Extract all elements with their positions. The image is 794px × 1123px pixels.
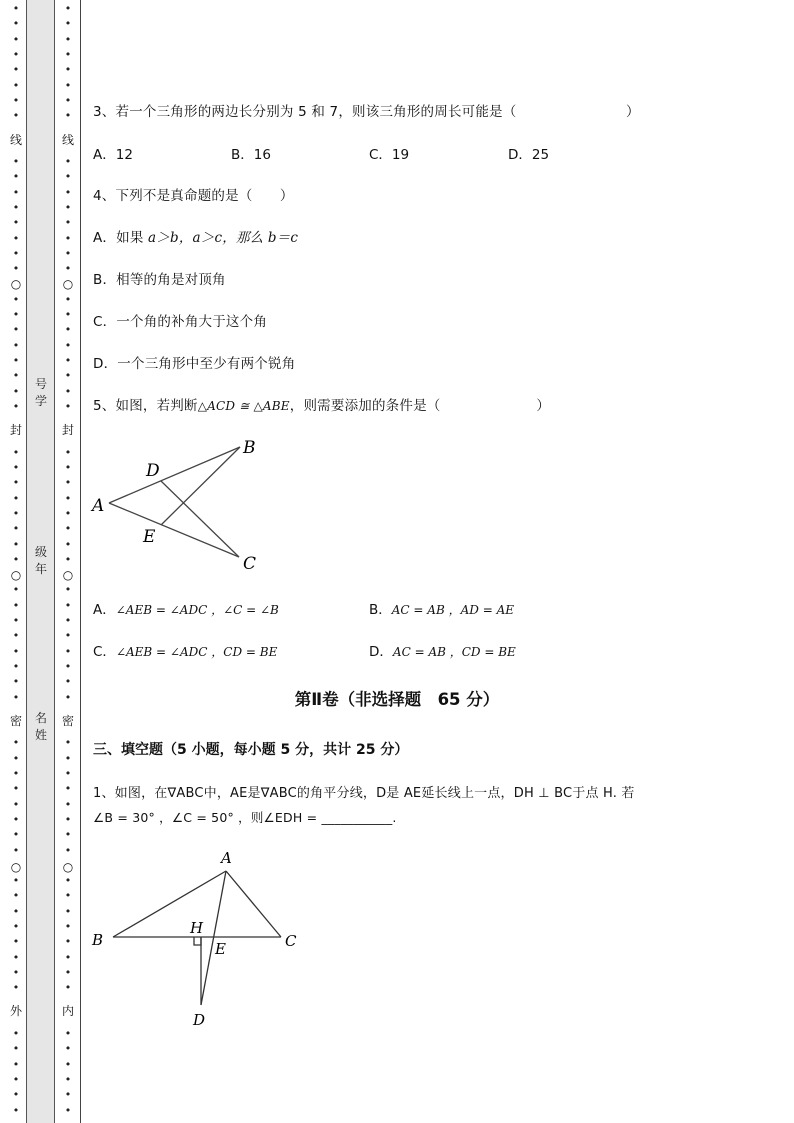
right-mark-circle-1: ○ <box>62 277 74 291</box>
binding-dot: • <box>12 675 20 689</box>
binding-dot: • <box>12 17 20 31</box>
binding-dot: • <box>64 828 72 842</box>
q4-stem: 4、下列不是真命题的是（ ） <box>93 188 294 204</box>
binding-dot: • <box>64 782 72 796</box>
binding-dot: • <box>64 109 72 123</box>
q5-option-c-letter: C． <box>93 644 116 660</box>
binding-dot: • <box>12 170 20 184</box>
binding-dot: • <box>12 246 20 260</box>
binding-dot: • <box>64 47 72 61</box>
binding-dot: • <box>64 522 72 536</box>
q5-label-d: D <box>146 461 160 481</box>
q5-option-d-letter: D． <box>369 644 393 660</box>
binding-dot: • <box>12 2 20 15</box>
fill1-label-h: H <box>190 919 204 937</box>
binding-dot: • <box>64 262 72 276</box>
left-mark-mi: 密 <box>9 714 22 728</box>
binding-dot: • <box>12 629 20 643</box>
binding-dot: • <box>12 47 20 61</box>
binding-dot: • <box>64 399 72 413</box>
q5-option-d-text: AC = AB ，CD = BE <box>392 645 516 659</box>
binding-dot: • <box>12 1027 20 1041</box>
binding-dot: • <box>12 262 20 276</box>
q5-option-a-letter: A． <box>93 602 116 618</box>
right-mark-mi: 密 <box>61 714 74 728</box>
binding-dot: • <box>64 17 72 31</box>
binding-dot: • <box>12 384 20 398</box>
q5-option-b-text: AC = AB ，AD = AE <box>391 603 514 617</box>
binding-dot: • <box>12 782 20 796</box>
binding-dot: • <box>12 200 20 214</box>
binding-dot: • <box>64 292 72 306</box>
fill1-label-a: A <box>221 849 232 867</box>
section-2-title: 第Ⅱ卷（非选择题 65 分） <box>294 690 500 709</box>
binding-dot: • <box>64 874 72 888</box>
binding-dot: • <box>64 506 72 520</box>
q5-label-e: E <box>143 527 156 547</box>
q5-stem-post: ，则需要添加的条件是（ ） <box>289 398 551 414</box>
binding-dot: • <box>64 920 72 933</box>
binding-dot: • <box>12 614 20 627</box>
binding-dot: • <box>64 552 72 566</box>
q3-option-a: A．12 <box>93 147 133 163</box>
binding-dot: • <box>12 598 20 612</box>
binding-dot: • <box>64 1088 72 1102</box>
binding-dot: • <box>12 338 20 352</box>
binding-dot: • <box>64 63 72 77</box>
binding-dot: • <box>12 797 20 811</box>
binding-dot: • <box>12 491 20 505</box>
field-name: 名姓 <box>34 711 47 742</box>
binding-dot: • <box>12 904 20 918</box>
binding-dot: • <box>12 476 20 490</box>
q5-segment-dc <box>161 481 239 557</box>
binding-dot: • <box>12 812 20 826</box>
binding-dot: • <box>64 904 72 918</box>
binding-dot: • <box>12 369 20 383</box>
binding-dot: • <box>64 935 72 949</box>
fill1-segment-ab <box>113 871 226 937</box>
field-student-number: 号学 <box>34 377 47 408</box>
q4-option-a-math: a＞b，a＞c，那么 b＝c <box>148 230 299 246</box>
left-mark-feng: 封 <box>9 423 22 437</box>
binding-dot: • <box>12 506 20 520</box>
binding-line <box>80 0 81 1123</box>
binding-dot: • <box>64 797 72 811</box>
fill1-segment-ac <box>226 871 281 937</box>
binding-dot: • <box>64 2 72 15</box>
q3-option-c: C．19 <box>369 147 410 163</box>
binding-dot: • <box>12 78 20 92</box>
fill1-line2: ∠B = 30° ，∠C = 50° ，则∠EDH = ___________. <box>93 810 397 825</box>
q5-label-a: A <box>92 496 105 516</box>
binding-dot: • <box>64 965 72 979</box>
binding-dot: • <box>12 399 20 413</box>
binding-dot: • <box>12 920 20 933</box>
q4-option-d: D．一个三角形中至少有两个锐角 <box>93 356 296 372</box>
right-mark-circle-3: ○ <box>62 860 74 874</box>
binding-dot: • <box>64 93 72 107</box>
binding-dot: • <box>64 323 72 337</box>
right-mark-nei: 内 <box>61 1004 74 1018</box>
q5-stem-pre: 5、如图，若判断 <box>93 398 198 414</box>
q5-option-b-letter: B． <box>369 602 392 618</box>
q5-label-c: C <box>243 554 257 574</box>
binding-dot: • <box>12 522 20 536</box>
q5-option-a-text: ∠AEB = ∠ADC ，∠C = ∠B <box>115 603 279 617</box>
binding-dot: • <box>64 461 72 474</box>
student-info-strip <box>26 0 55 1123</box>
binding-dot: • <box>12 690 20 704</box>
binding-dot: • <box>64 231 72 245</box>
binding-dot: • <box>64 598 72 612</box>
binding-dot: • <box>12 308 20 321</box>
binding-dot: • <box>64 384 72 398</box>
left-binding-margin <box>11 0 21 1123</box>
binding-dot: • <box>12 1057 20 1071</box>
q5-segment-ac <box>109 503 239 557</box>
binding-dot: • <box>12 155 20 168</box>
binding-dot: • <box>64 445 72 459</box>
binding-dot: • <box>12 828 20 842</box>
binding-dot: • <box>12 950 20 964</box>
binding-dot: • <box>64 675 72 689</box>
binding-dot: • <box>64 1027 72 1041</box>
q5-stem <box>93 394 550 414</box>
binding-dot: • <box>64 338 72 352</box>
left-mark-circle-2: ○ <box>10 568 22 582</box>
binding-dot: • <box>12 1042 20 1056</box>
fill1-label-d: D <box>193 1011 206 1029</box>
binding-dot: • <box>12 935 20 949</box>
q3-option-b: B．16 <box>231 147 271 163</box>
binding-dot: • <box>64 369 72 383</box>
binding-dot: • <box>64 200 72 214</box>
binding-dot: • <box>64 583 72 597</box>
q4-option-a <box>93 226 298 246</box>
binding-dot: • <box>64 889 72 903</box>
left-mark-circle-1: ○ <box>10 277 22 291</box>
fill1-label-e: E <box>215 940 226 958</box>
binding-dot: • <box>12 109 20 123</box>
q5-label-b: B <box>243 438 256 458</box>
left-mark-xian: 线 <box>9 133 22 147</box>
binding-dot: • <box>12 659 20 673</box>
binding-dot: • <box>64 812 72 826</box>
right-mark-circle-2: ○ <box>62 568 74 582</box>
binding-dot: • <box>64 843 72 857</box>
binding-dot: • <box>64 216 72 230</box>
binding-dot: • <box>64 690 72 704</box>
binding-dot: • <box>12 63 20 77</box>
q5-option-c-text: ∠AEB = ∠ADC ，CD = BE <box>115 645 278 659</box>
binding-dot: • <box>64 1103 72 1117</box>
binding-dot: • <box>12 353 20 367</box>
q4-option-a-prefix: A．如果 <box>93 230 144 246</box>
binding-dot: • <box>12 889 20 903</box>
binding-dot: • <box>12 1073 20 1086</box>
binding-dot: • <box>64 537 72 551</box>
binding-dot: • <box>64 1042 72 1056</box>
binding-dot: • <box>12 644 20 658</box>
binding-dot: • <box>64 751 72 765</box>
binding-dot: • <box>12 965 20 979</box>
binding-dot: • <box>64 1073 72 1086</box>
binding-dot: • <box>64 950 72 964</box>
binding-dot: • <box>12 552 20 566</box>
binding-dot: • <box>12 292 20 306</box>
q5-stem-math: △ACD ≅ △ABE <box>197 399 290 413</box>
right-mark-xian: 线 <box>61 133 74 147</box>
right-mark-feng: 封 <box>61 423 74 437</box>
binding-dot: • <box>64 629 72 643</box>
fill1-line1: 1、如图，在∇ABC中，AE是∇ABC的角平分线，D是 AE延长线上一点，DH ⊥ BC于点 H. 若 <box>93 786 635 801</box>
binding-dot: • <box>64 32 72 46</box>
binding-dot: • <box>12 537 20 551</box>
binding-dot: • <box>12 1088 20 1102</box>
binding-dot: • <box>64 155 72 168</box>
binding-dot: • <box>64 353 72 367</box>
binding-dot: • <box>12 461 20 474</box>
binding-dot: • <box>64 185 72 199</box>
binding-dot: • <box>12 231 20 245</box>
binding-dot: • <box>12 843 20 857</box>
q5-figure <box>88 430 278 580</box>
binding-dot: • <box>64 659 72 673</box>
q5-segment-eb <box>161 447 240 525</box>
binding-dot: • <box>64 736 72 750</box>
binding-dot: • <box>64 981 72 995</box>
binding-dot: • <box>64 78 72 92</box>
field-grade: 级年 <box>34 545 47 576</box>
binding-dot: • <box>64 308 72 321</box>
binding-dot: • <box>12 216 20 230</box>
binding-dot: • <box>64 246 72 260</box>
binding-dot: • <box>64 476 72 490</box>
binding-dot: • <box>64 767 72 780</box>
q3-option-d: D．25 <box>508 147 550 163</box>
binding-dot: • <box>12 981 20 995</box>
binding-dot: • <box>64 644 72 658</box>
q5-option-b <box>369 598 514 618</box>
fill-in-subheading: 三、填空题（5 小题，每小题 5 分，共计 25 分） <box>93 742 409 758</box>
fill1-segment-ad <box>201 871 226 1005</box>
q4-option-b: B．相等的角是对顶角 <box>93 272 226 288</box>
binding-dot: • <box>64 614 72 627</box>
binding-dot: • <box>12 32 20 46</box>
binding-dot: • <box>12 1103 20 1117</box>
q4-option-c: C．一个角的补角大于这个角 <box>93 314 268 330</box>
fill1-label-b: B <box>92 931 104 949</box>
left-mark-circle-3: ○ <box>10 860 22 874</box>
binding-dot: • <box>12 583 20 597</box>
binding-dot: • <box>12 874 20 888</box>
binding-dot: • <box>12 736 20 750</box>
fill1-right-angle-mark <box>194 937 201 945</box>
left-mark-wai: 外 <box>9 1004 22 1018</box>
q5-option-c <box>93 640 277 660</box>
binding-dot: • <box>64 491 72 505</box>
q5-option-a <box>93 598 279 618</box>
fill1-label-c: C <box>285 932 297 950</box>
binding-dot: • <box>12 445 20 459</box>
binding-dot: • <box>12 751 20 765</box>
binding-dot: • <box>64 1057 72 1071</box>
fill1-figure <box>88 845 308 1035</box>
q3-stem: 3、若一个三角形的两边长分别为 5 和 7，则该三角形的周长可能是（ ） <box>93 104 640 120</box>
q5-option-d <box>369 640 516 660</box>
binding-dot: • <box>64 170 72 184</box>
right-binding-margin <box>63 0 73 1123</box>
binding-dot: • <box>12 93 20 107</box>
binding-dot: • <box>12 767 20 780</box>
binding-dot: • <box>12 323 20 337</box>
binding-dot: • <box>12 185 20 199</box>
